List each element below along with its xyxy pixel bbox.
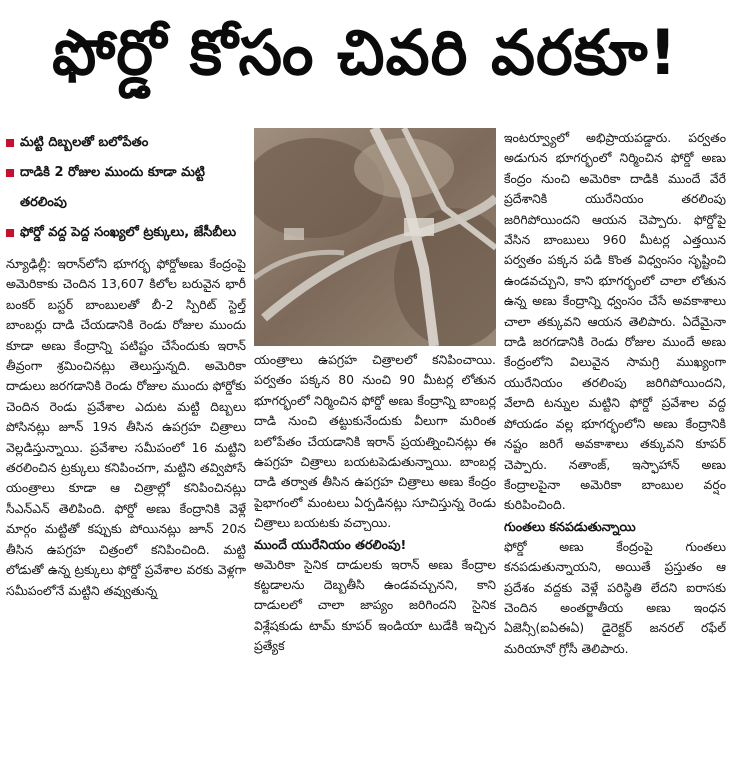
highlight-item: మట్టి దిబ్బలతో బలోపేతం bbox=[6, 128, 246, 158]
article-column-2 bbox=[254, 350, 496, 776]
bullet-square-icon bbox=[6, 169, 14, 177]
highlight-item: దాడికి 2 రోజుల ముందు కూడా మట్టి తరలింపు bbox=[6, 158, 246, 218]
subheading: గుంతలు కనపడుతున్నాయి bbox=[504, 518, 636, 534]
article-column-3 bbox=[504, 128, 726, 776]
bullet-square-icon bbox=[6, 229, 14, 237]
body-text: యంత్రాలు ఉపగ్రహ చిత్రాలలో కనిపించాయి. పర్వతం పక్కన 80 నుంచి 90 మీటర్ల లోతున భూగర్భంలో నిర్మించిన ఫోర్డో అణు కేంద్రాన్ని బాంబర్ల దాడి నుంచి తట్టుకునేందుకు వీలుగా మరింత బలోపేతం చేయడానికి ఇరాన్ ప్రయత్నించినట్లు ఈ ఉపగ్రహ చిత్రాలు బయటపెడుతున్నాయి. బాంబర్ల దాడి తర్వాత తీసిన ఉపగ్రహ చిత్రాలు అణు కేంద్రం పైభాగంలో మంటలు ఏర్పడినట్లు సూచిస్తున్న రెండు చిత్రాలు బయటకు వచ్చాయి. bbox=[254, 352, 496, 531]
body-text: అమెరికా సైనిక దాడులకు ఇరాన్ అణు కేంద్రాల కట్టడాలను దెబ్బతీసి ఉండవచ్చునని, కాని దాడులలో చాలా జాప్యం జరిగిందని సైనిక విశ్లేషకుడు టామ్ కూపర్ ఇండియా టుడేకి ఇచ్చిన ప్రత్యేక bbox=[254, 556, 496, 654]
highlight-item: ఫోర్డో వద్ద పెద్ద సంఖ్యలో ట్రక్కులు, జేసీబీలు bbox=[6, 218, 246, 248]
highlights-list bbox=[6, 128, 246, 248]
bullet-square-icon bbox=[6, 139, 14, 147]
article-column-1 bbox=[6, 128, 246, 776]
subheading: ముందే యురేనియం తరలింపు! bbox=[254, 536, 407, 552]
body-text: ఫోర్డో అణు కేంద్రంపై గుంతలు కనపడుతున్నాయని, అయితే ప్రస్తుతం ఆ ప్రదేశం వద్దకు వెళ్లే పరిస్థితి లేదని ఐరాసకు చెందిన అంతర్జాతీయ అణు ఇంధన ఏజెన్సీ(ఐఏఈఏ) డైరెక్టర్ జనరల్ రఫేల్ మరియానో గ్రోసీ తెలిపారు. bbox=[504, 538, 726, 656]
body-text: ఇంటర్వ్యూలో అభిప్రాయపడ్డారు. పర్వతం అడుగున భూగర్భంలో నిర్మించిన ఫోర్డో అణు కేంద్రం నుంచి అమెరికా దాడికి ముందే వేరే ప్రదేశానికి యురేనియం తరలింపు జరిగిపోయిందని ఆయన చెప్పారు. ఫోర్డోపై వేసిన బాంబులు 960 మీటర్ల ఎత్తయిన పర్వతం పక్కన పడి కొంత విధ్వంసం సృష్టించి ఉండవచ్చుని, కాని భూగర్భంలో చాలా లోతున ఉన్న అణు కేంద్రాన్ని ధ్వంసం చేసే అవకాశాలు చాలా తక్కువని ఆయన తెలిపారు. ఏదేమైనా దాడి జరగడానికి రెండు రోజుల ముందే అణు కేంద్రంలోని విలువైన సామగ్రి ముఖ్యంగా యురేనియం తరలింపు జరిగిపోయిందని, వేలాది టన్నుల మట్టిని ఫోర్డో ప్రవేశాల వద్ద పోయడం వల్ల భూగర్భంలోని అణు కేంద్రానికి నష్టం జరిగే అవకాశాలు తక్కువని కూపర్ చెప్పారు. నతాంజ్, ఇస్ఫాహాన్ అణు కేంద్రాలపైనా అమెరికా బాంబుల వర్షం కురిపించింది. bbox=[504, 130, 726, 513]
headline: ఫోర్డో కోసం చివరి వరకూ! bbox=[52, 16, 678, 89]
body-text: న్యూఢిల్లీ: ఇరాన్‌లోని భూగర్భ ఫోర్డోఅణు కేంద్రంపై అమెరికాకు చెందిన 13,607 కిలోల బరువైన భారీ బంకర్ బస్టర్ బాంబులతో బీ-2 స్పిరిట్ స్టెల్త్ బాంబర్లు దాడి చేయడానికి రెండు రోజుల ముందు కూడా అణు కేంద్రాన్ని పటిష్టం చేసేందుకు ఇరాన్ తీవ్రంగా శ్రమించినట్లు తెలుస్తున్నది. అమెరికా దాడులు జరగడానికి రెండు రోజుల ముందు ఫోర్డోకు చెందిన రెండు ప్రవేశాల ఎదుట మట్టి దిబ్బలు పోసినట్లు జూన్ 19న తీసిన ఉపగ్రహ చిత్రాలు వెల్లడిస్తున్నాయి. ప్రవేశాల సమీపంలో 16 మట్టిని తరలించిన ట్రక్కులు కనిపించగా, మట్టిని తవ్విపోసే యంత్రాలు కూడా ఆ చిత్రాల్లో కనిపించినట్లు సీఎన్ఎన్ తెలిపింది. ఫోర్డో అణు కేంద్రానికి వెళ్లే మార్గం మట్టితో కప్పుకు పోయినట్లు జూన్ 20న తీసిన ఉపగ్రహ చిత్రంలో కనిపించింది. మట్టి లోడుతో ఉన్న ట్రక్కులు ఫోర్డో ప్రవేశాల వరకు వెళ్లగా సమీపంలోనే మట్టిని తవ్వుతున్న bbox=[6, 256, 246, 598]
satellite-image bbox=[254, 128, 496, 346]
